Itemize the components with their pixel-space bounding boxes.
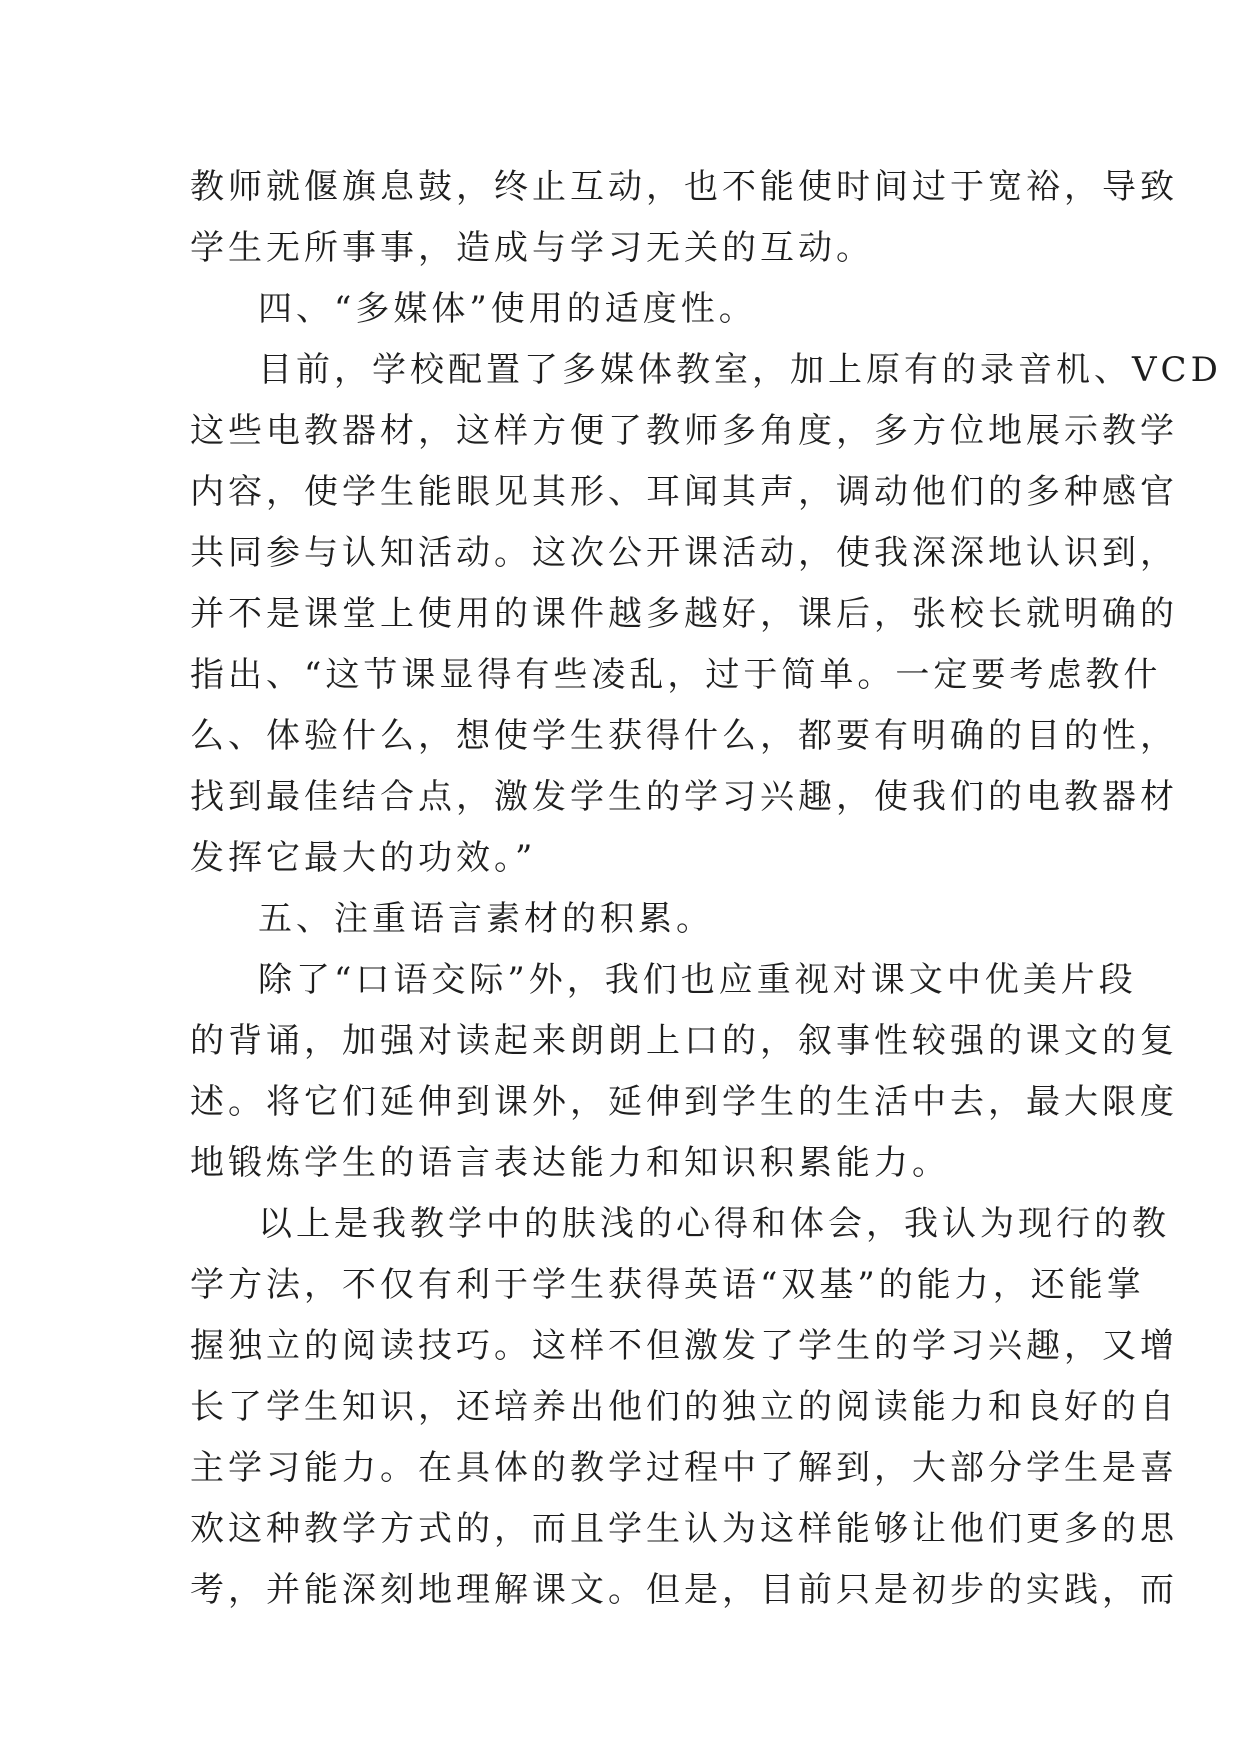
text-line: 学生无所事事，造成与学习无关的互动。 xyxy=(190,228,874,268)
text-line: 除了“口语交际”外，我们也应重视对课文中优美片段 xyxy=(258,960,1137,1000)
section-heading: 五、注重语言素材的积累。 xyxy=(258,899,714,939)
text-line: 主学习能力。在具体的教学过程中了解到，大部分学生是喜 xyxy=(190,1448,1178,1488)
text-line: 目前，学校配置了多媒体教室，加上原有的录音机、VCD xyxy=(258,350,1222,390)
text-line: 教师就偃旗息鼓，终止互动，也不能使时间过于宽裕，导致 xyxy=(190,167,1178,207)
text-line: 指出、“这节课显得有些凌乱，过于简单。一定要考虑教什 xyxy=(190,655,1162,695)
text-line: 长了学生知识，还培养出他们的独立的阅读能力和良好的自 xyxy=(190,1387,1178,1427)
text-line: 述。将它们延伸到课外，延伸到学生的生活中去，最大限度 xyxy=(190,1082,1178,1122)
text-line: 欢这种教学方式的，而且学生认为这样能够让他们更多的思 xyxy=(190,1509,1178,1549)
text-line: 握独立的阅读技巧。这样不但激发了学生的学习兴趣，又增 xyxy=(190,1326,1178,1366)
text-line: 并不是课堂上使用的课件越多越好，课后，张校长就明确的 xyxy=(190,594,1178,634)
section-heading: 四、“多媒体”使用的适度性。 xyxy=(258,289,757,329)
body-text xyxy=(190,157,1222,1621)
text-line: 这些电教器材，这样方便了教师多角度，多方位地展示教学 xyxy=(190,411,1178,451)
text-line: 的背诵，加强对读起来朗朗上口的，叙事性较强的课文的复 xyxy=(190,1021,1178,1061)
text-line: 学方法，不仅有利于学生获得英语“双基”的能力，还能掌 xyxy=(190,1265,1145,1305)
text-line: 找到最佳结合点，激发学生的学习兴趣，使我们的电教器材 xyxy=(190,777,1178,817)
text-line: 发挥它最大的功效。” xyxy=(190,838,537,878)
text-line: 以上是我教学中的肤浅的心得和体会，我认为现行的教 xyxy=(258,1204,1170,1244)
text-line: 地锻炼学生的语言表达能力和知识积累能力。 xyxy=(190,1143,950,1183)
text-line: 内容，使学生能眼见其形、耳闻其声，调动他们的多种感官 xyxy=(190,472,1178,512)
text-line: 共同参与认知活动。这次公开课活动，使我深深地认识到， xyxy=(190,533,1178,573)
text-line: 考，并能深刻地理解课文。但是，目前只是初步的实践，而 xyxy=(190,1570,1178,1610)
text-line: 么、体验什么，想使学生获得什么，都要有明确的目的性， xyxy=(190,716,1178,756)
